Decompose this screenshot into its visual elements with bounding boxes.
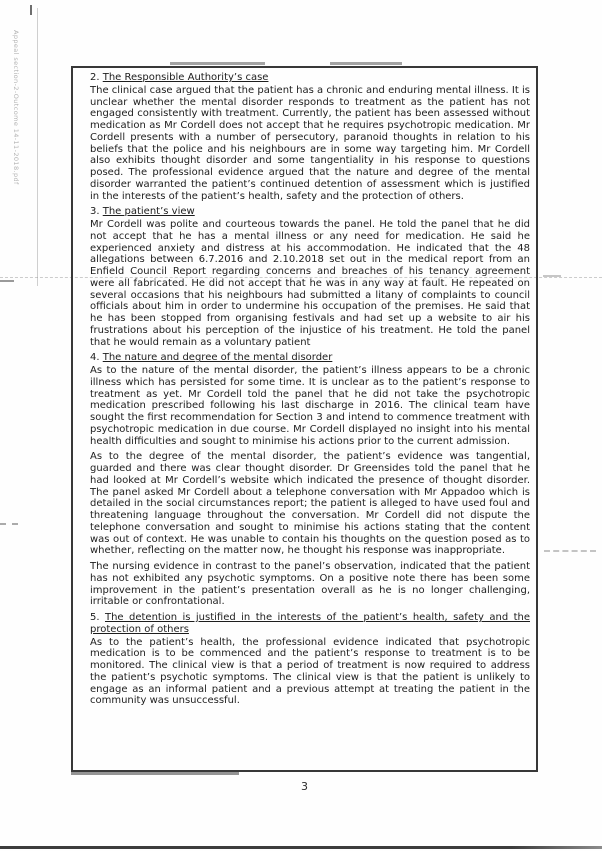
scan-artifact-smudge — [330, 62, 402, 65]
document-section — [90, 352, 530, 608]
section-heading — [90, 72, 530, 84]
document-section — [90, 206, 530, 348]
section-paragraph: The nursing evidence in contrast to the panel’s observation, indicated that the patient has not exhibited any psychotic symptoms. On a positive note there has been some improvement in the patient’s presentation overall as he is no longer challenging, irritable or confrontational. — [90, 561, 530, 608]
section-paragraph: The clinical case argued that the patient has a chronic and enduring mental illness. It is unclear whether the mental disorder responds to treatment as the patient has not engaged consistently with treatment. Currently, the patient has been assessed without medication as Mr Cordell does not accept that he requires psychotropic medication. Mr Cordell presents with a number of persecutory, paranoid thoughts in relation to his beliefs that the police and his neighbours are in some way targeting him. Mr Cordell also exhibits thought disorder and some tangentiality in his response to questions posed. The professional evidence argued that the nature and degree of the mental disorder warranted the patient’s continued detention of assessment which is justified in the interests of the patient’s health, safety and the protection of others. — [90, 84, 530, 202]
section-paragraph: As to the nature of the mental disorder, the patient’s illness appears to be a chronic illness which has persisted for some time. It is unclear as to the patient’s response to treatment as yet. Mr Cordell told the panel that he did not take the psychotropic medication prescribed following his last discharge in 2016. The clinical team have sought the first recommendation for Section 3 and intend to commence treatment with psychotropic medication in due course. Mr Cordell displayed no insight into his mental health difficulties and sought to minimise his actions prior to the current admission. — [90, 365, 530, 447]
section-paragraph: As to the patient’s health, the professional evidence indicated that psychotropic medication is to be commenced and the patient’s response to treatment is to be monitored. The clinical view is that a period of treatment is now required to address the patient’s psychotic symptoms. The clinical view is that the patient is unlikely to engage as an informal patient and a previous attempt at treating the patient in the community was unsuccessful. — [90, 636, 530, 707]
scan-artifact-smudge — [170, 62, 265, 65]
margin-filename-stamp: Appeal section-2-Outcome 14-11-2018.pdf — [12, 30, 20, 185]
section-heading — [90, 352, 530, 364]
scan-artifact-dash — [0, 280, 14, 282]
scan-artifact-vertical-line — [37, 8, 38, 286]
section-title: The Responsible Authority’s case — [102, 72, 269, 83]
section-heading — [90, 612, 530, 636]
section-heading — [90, 206, 530, 218]
section-number: 4. — [90, 352, 100, 364]
section-title: The nature and degree of the mental disorder — [102, 352, 333, 364]
section-number: 2. — [90, 72, 100, 83]
scan-artifact-dash — [544, 550, 596, 552]
scan-artifact-tick — [30, 5, 32, 15]
scan-artifact-dash — [0, 523, 18, 525]
section-paragraph: Mr Cordell was polite and courteous towards the panel. He told the panel that he did not accept that he has a mental illness or any need for medication. He said he experienced anxiety and distress at his accommodation. He indicated that the 48 allegations between 6.7.2016 and 2.10.2018 set out in the medical report from an Enfield Council Report regarding concerns and breaches of his tenancy agreement were all fabricated. He did not accept that he was in any way at fault. He repeated on several occasions that his neighbours had submitted a litany of complaints to council officials about him in order to undermine his occupation of the premises. He said that he has been stopped from organising festivals and had set up a website to air his frustrations about his perception of the injustice of his treatment. He told the panel that he would remain as a voluntary patient — [90, 219, 530, 348]
page-number: 3 — [301, 780, 308, 793]
section-number: 3. — [90, 206, 100, 218]
section-title: The patient’s view — [102, 206, 195, 218]
scan-artifact-dash — [543, 275, 561, 277]
document-section — [90, 72, 530, 202]
section-number: 5. — [90, 612, 100, 624]
section-paragraph: As to the degree of the mental disorder, the patient’s evidence was tangential, guarded and there was clear thought disorder. Dr Greensides told the panel that he had looked at Mr Cordell’s website which indicated the presence of thought disorder. The panel asked Mr Cordell about a telephone conversation with Mr Appadoo which is detailed in the social circumstances report; the patient is alleged to have used foul and threatening language throughout the conversation. Mr Cordell did not dispute the telephone conversation and sought to minimise his actions stating that the content was out of context. He was unable to contain his thoughts on the question posed as to whether, reflecting on the matter now, he thought his response was inappropriate. — [90, 451, 530, 557]
scan-edge-line — [0, 846, 602, 849]
document-section — [90, 612, 530, 707]
document-text-box — [71, 66, 538, 772]
section-title: The detention is justified in the interests of the patient’s health, safety and the protection of others — [90, 612, 530, 635]
